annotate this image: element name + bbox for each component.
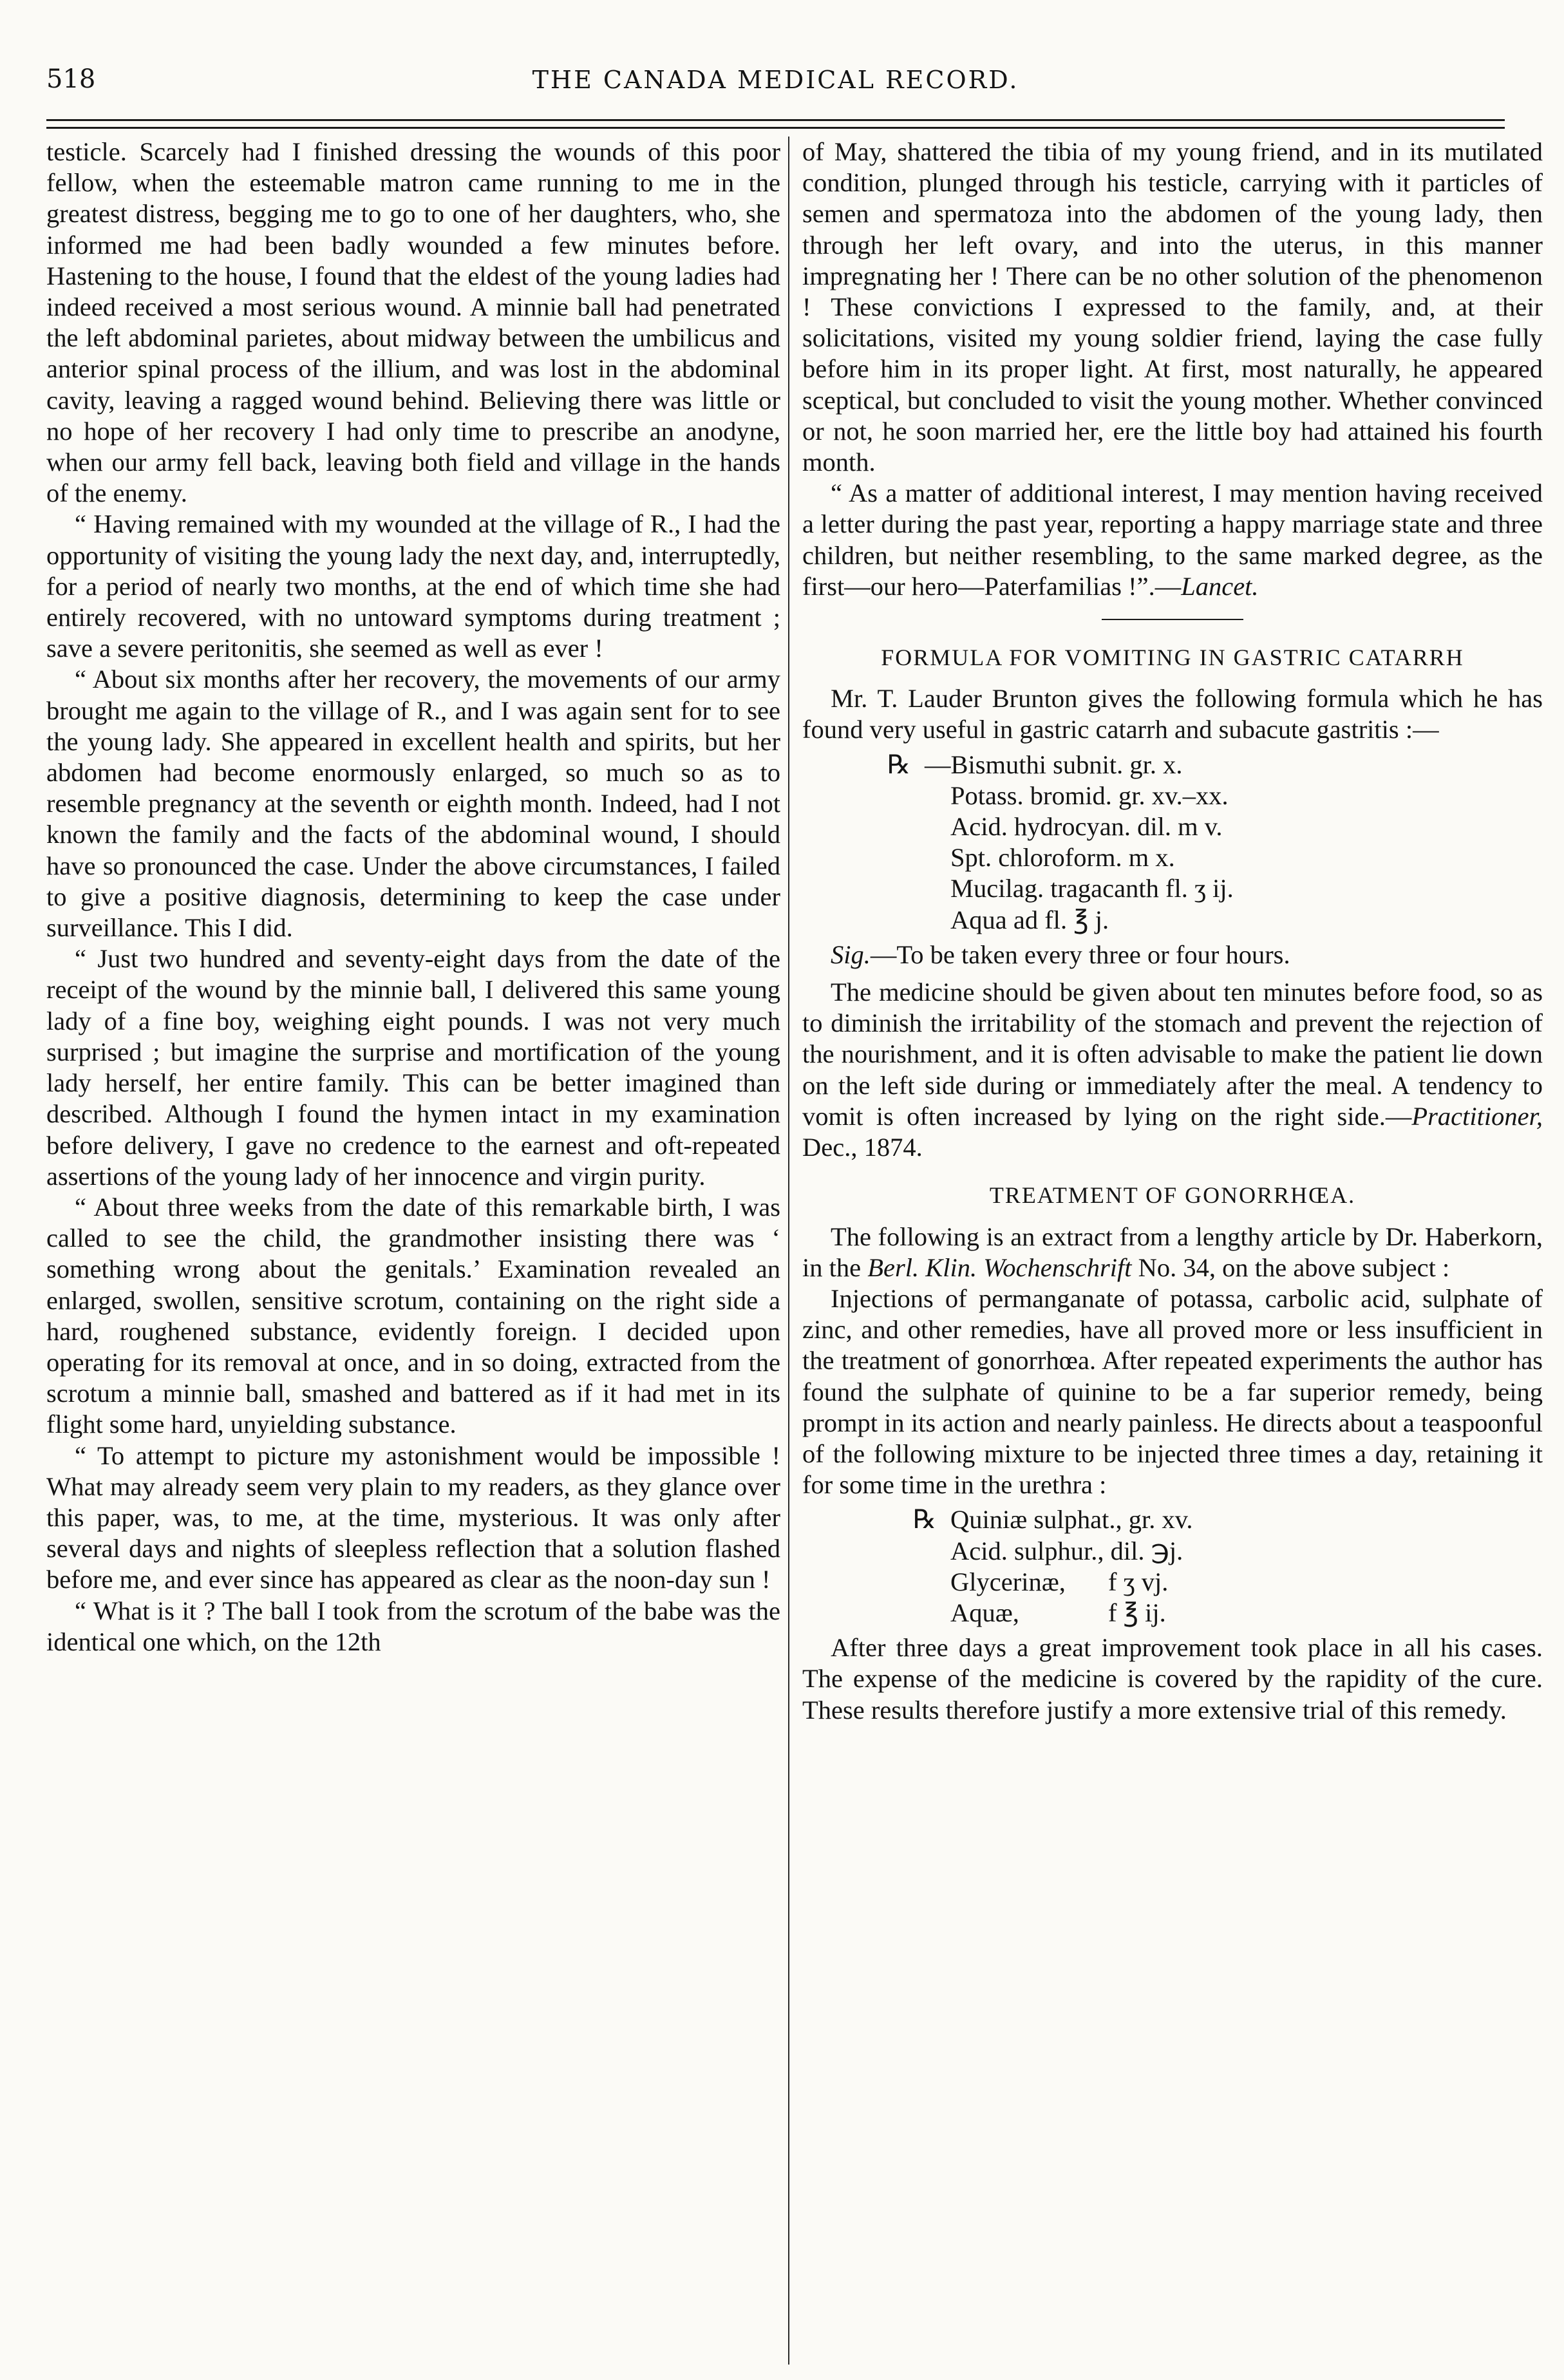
prescription-line: [802, 1598, 1543, 1629]
paragraph: [802, 977, 1543, 1163]
article-heading: TREATMENT OF GONORRHŒA.: [989, 1182, 1356, 1209]
paragraph: “ Just two hundred and seventy-eight days from the date of the receipt of the wound by the minnie ball, I delivered this same young lady of a fine boy, weighing eight pounds. I was not very much surprised ; but imagine the surprise and mortification of the young lady herself, her entire family. This can be better imagined than described. Although I found the hymen intact in my examination before delivery, I gave no credence to the earnest and oft-repeated assertions of the young lady of her innocence and virgin purity.: [46, 944, 780, 1191]
prescription-item: Glycerinæ,: [950, 1567, 1066, 1596]
prescription-item: Aqua ad fl. ℥ j.: [950, 905, 1109, 934]
prescription-item: Spt. chloroform. m x.: [950, 843, 1175, 873]
source-citation: Practitioner,: [1411, 1101, 1543, 1131]
paragraph-text: No. 34, on the above subject :: [1138, 1252, 1450, 1282]
paragraph: [802, 478, 1543, 602]
prescription-item: Potass. bromid. gr. xv.–xx.: [950, 780, 1229, 810]
prescription-quantity: f ℥ ij.: [1108, 1598, 1166, 1627]
prescription-block: [802, 1504, 1543, 1629]
page-header: [46, 58, 1505, 109]
recipe-symbol-icon: ℞: [912, 1505, 936, 1535]
paragraph: “ To attempt to picture my astonishment would be impossible ! What may already seem very plain to my readers, as they glance over this paper, was, to me, at the time, mysterious. It was only after several days and nights of sleepless reflection that a solution flashed before me, and ever since has appeared as clear as the noon-day sun !: [46, 1440, 780, 1594]
paragraph-text: The medicine should be given about ten minutes before food, so as to diminish the irritability of the stomach and prevent the rejection of the nourishment, and it is often advisable to make the patient lie down on the left side during or immediately after the meal. A tendency to vomit is often increased by lying on the right side.—: [802, 978, 1543, 1131]
sig-text: —To be taken every three or four hours.: [870, 940, 1290, 969]
page-number: 518: [46, 64, 96, 94]
paragraph: “ About six months after her recovery, the movements of our army brought me again to the village of R., and I was again sent for to see the young lady. She appeared in excellent health and spirits, but her abdomen had become enormously enlarged, so much so as to resemble pregnancy at the seventh or eighth month. Indeed, had I not known the family and the facts of the abdominal wound, I should have so pronounced the case. Under the above circumstances, I failed to give a positive diagnosis, determining to keep the case under surveillance. This I did.: [46, 665, 780, 943]
paragraph: [802, 1222, 1543, 1283]
paragraph-text: “ As a matter of additional interest, I may mention having received a letter during the past year, reporting a happy marriage state and three children, but neither resembling, to the same marked degree, as the first—our hero—Paterfamilias !”.—: [802, 478, 1543, 601]
recipe-symbol-icon: ℞: [887, 750, 910, 779]
prescription-item: Aquæ,: [950, 1598, 1019, 1627]
prescription-line: [802, 750, 1543, 780]
paragraph: “ Having remained with my wounded at the village of R., I had the opportunity of visiting the young lady the next day, and, interruptedly, for a period of nearly two months, at the end of which time she had entirely recovered, with no untoward symptoms during treatment ; save a severe peritonitis, she seemed as well as ever !: [46, 509, 780, 663]
prescription-item: —Bismuthi subnit. gr. x.: [925, 750, 1183, 779]
column-divider: [788, 137, 789, 2365]
prescription-line: [802, 1536, 1543, 1567]
prescription-item: Mucilag. tragacanth fl. ʒ ij.: [950, 874, 1234, 903]
prescription-item: Quiniæ sulphat., gr. xv.: [950, 1505, 1193, 1535]
paragraph: testicle. Scarcely had I finished dressing the wounds of this poor fellow, when the esteemable matron came running to me in the greatest distress, begging me to go to one of her daughters, who, she informed me had been badly wounded a few minutes before. Hastening to the house, I found that the eldest of the young ladies had indeed received a most serious wound. A minnie ball had penetrated the left abdominal parietes, about midway between the umbilicus and anterior spinal process of the illium, and was lost in the abdominal cavity, leaving a ragged wound behind. Believing there was little or no hope of her recovery I had only time to prescribe an anodyne, when our army fell back, leaving both field and village in the hands of the enemy.: [46, 137, 780, 508]
prescription-line: [802, 842, 1543, 873]
running-title: THE CANADA MEDICAL RECORD.: [532, 66, 1019, 94]
prescription-line: [802, 811, 1543, 842]
article-heading: FORMULA FOR VOMITING IN GASTRIC CATARRH: [881, 645, 1464, 671]
sig-label: Sig.: [831, 940, 871, 969]
journal-title: Berl. Klin. Wochenschrift: [867, 1252, 1132, 1282]
paragraph: After three days a great improvement took place in all his cases. The expense of the medicine is covered by the rapidity of the cure. These results therefore justify a more extensive trial of this remedy.: [802, 1633, 1543, 1724]
prescription-line: [802, 1567, 1543, 1598]
paragraph-text: The following is an extract from a lengthy article by Dr. Haberkorn, in the: [802, 1222, 1543, 1282]
source-citation: Lancet.: [1181, 571, 1259, 601]
right-column: [802, 137, 1543, 2358]
paragraph: of May, shattered the tibia of my young friend, and in its mutilated condition, plunged through his testicle, carrying with it particles of semen and spermatoza into the abdomen of the young lady, then through her left ovary, and into the uterus, in this manner impregnating her ! There can be no other solution of the phenomenon ! These convictions I expressed to the family, and, at their solicitations, visited my young soldier friend, laying the case fully before him in its proper light. At first, most naturally, he appeared sceptical, but concluded to visit the young mother. Whether convinced or not, he soon married her, ere the little boy had attained his fourth month.: [802, 137, 1543, 477]
prescription-item: Acid. sulphur., dil. ℈j.: [950, 1536, 1183, 1565]
section-divider: [1102, 619, 1243, 620]
source-date: Dec., 1874.: [802, 1133, 923, 1162]
prescription-line: [802, 905, 1543, 936]
left-column: [46, 137, 780, 2358]
paragraph: “ What is it ? The ball I took from the scrotum of the babe was the identical one which, on the 12th: [46, 1596, 780, 1656]
header-rule-top: [46, 119, 1505, 121]
paragraph: Mr. T. Lauder Brunton gives the following formula which he has found very useful in gastric catarrh and subacute gastritis :—: [802, 684, 1543, 744]
prescription-quantity: f ʒ vj.: [1108, 1567, 1169, 1596]
prescription-block: [802, 750, 1543, 936]
prescription-line: [802, 1504, 1543, 1535]
paragraph: Injections of permanganate of potassa, carbolic acid, sulphate of zinc, and other remedies, have all proved more or less insufficient in the treatment of gonorrhœa. After repeated experiments the author has found the sulphate of quinine to be a far superior remedy, being prompt in its action and nearly painless. He directs about a teaspoonful of the following mixture to be injected three times a day, retaining it for some time in the urethra :: [802, 1283, 1543, 1500]
signature-instruction: [802, 940, 1543, 970]
prescription-item: Acid. hydrocyan. dil. m v.: [950, 812, 1223, 842]
paragraph: “ About three weeks from the date of this remarkable birth, I was called to see the child, the grandmother insisting there was ‘ something wrong about the genitals.’ Examination revealed an enlarged, swollen, sensitive scrotum, containing on the right side a hard, roughened substance, evidently foreign. I decided upon operating for its removal at once, and in so doing, extracted from the scrotum a minnie ball, smashed and battered as if it had met in its flight some hard, unyielding substance.: [46, 1192, 780, 1439]
prescription-line: [802, 873, 1543, 904]
header-rule-bottom: [46, 127, 1505, 129]
prescription-line: [802, 780, 1543, 811]
